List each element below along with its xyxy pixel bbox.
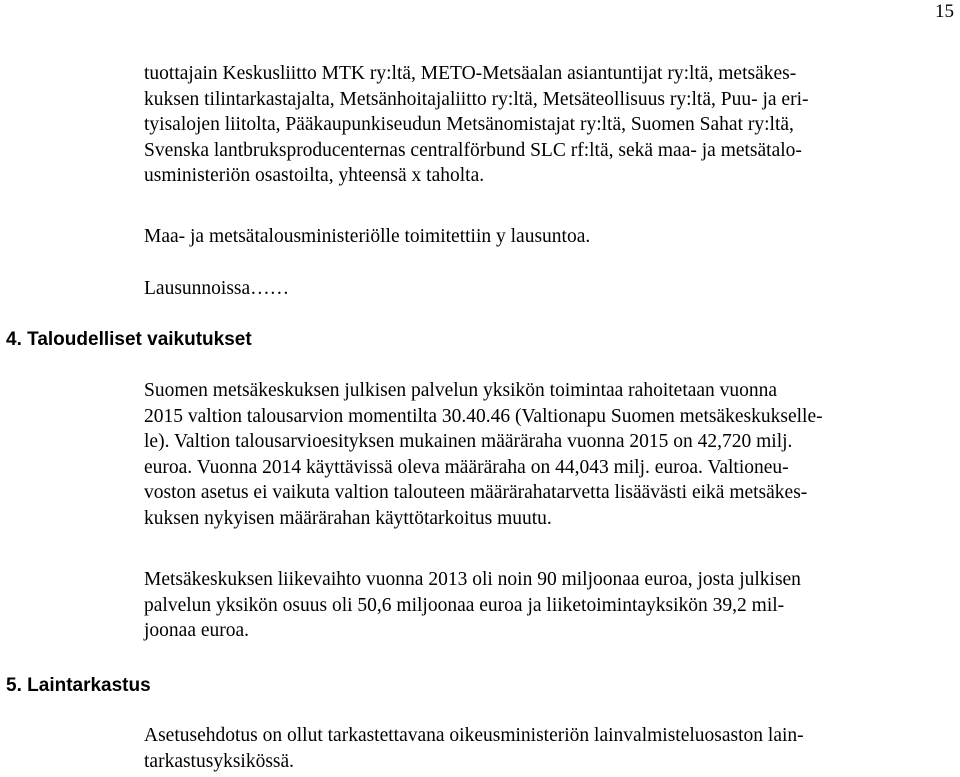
paragraph-statements-content [144,276,944,302]
text-line: kuksen tilintarkastajalta, Metsänhoitajaliitto ry:ltä, Metsäteollisuus ry:ltä, Puu- ja eri- [144,88,809,110]
text-line: 2015 valtion talousarvion momentilta 30.40.46 (Valtionapu Suomen metsäkeskukselle- [144,405,823,427]
text-line: voston asetus ei vaikuta valtion talouteen määrärahatarvetta lisäävästi eikä metsäkes- [144,482,808,503]
text-line: kuksen nykyisen määrärahan käyttötarkoitus muutu. [144,507,552,529]
text-line: Suomen metsäkeskuksen julkisen palvelun yksikön toimintaa rahoitetaan vuonna [144,380,778,401]
paragraph-funding [144,378,944,531]
text-line: tarkastusyksikössä. [144,750,295,772]
section-heading-economic-impacts [6,328,252,352]
section-title: Taloudelliset vaikutukset [27,329,252,350]
section-number: 4. [6,329,22,350]
section-title: Laintarkastus [27,675,151,696]
text-line: usministeriön osastoilta, yhteensä x taholta. [144,165,485,186]
text-line: tyisalojen liitolta, Pääkaupunkiseudun Metsänomistajat ry:ltä, Suomen Sahat ry:ltä, [144,114,794,135]
text-line: Maa- ja metsätalousministeriölle toimitettiin y lausuntoa. [144,226,591,247]
text-line: Metsäkeskuksen liikevaihto vuonna 2013 oli noin 90 miljoonaa euroa, josta julkisen [144,569,801,590]
text-line: le). Valtion talousarvioesityksen mukainen määräraha vuonna 2015 on 42,720 milj. [144,431,793,452]
section-heading-legal-review [6,674,151,698]
text-line: joonaa euroa. [144,620,250,641]
text-line: Asetusehdotus on ollut tarkastettavana oikeusministeriön lainvalmisteluosaston lain- [144,725,804,746]
section-number: 5. [6,675,22,696]
paragraph-legal-review [144,723,944,774]
paragraph-revenue [144,567,944,644]
text-line: euroa. Vuonna 2014 käyttävissä oleva määräraha on 44,043 milj. euroa. Valtioneu- [144,456,789,478]
text-line: tuottajain Keskusliitto MTK ry:ltä, METO-Metsäalan asiantuntijat ry:ltä, metsäkes- [144,63,797,84]
page-number: 15 [935,1,954,22]
paragraph-statements-count [144,224,944,250]
text-line: Svenska lantbruksproducenternas centralförbund SLC rf:ltä, sekä maa- ja metsätalo- [144,139,802,161]
text-line: Lausunnoissa…… [144,278,290,299]
paragraph-statement-sources [144,61,944,189]
text-line: palvelun yksikön osuus oli 50,6 miljoonaa euroa ja liiketoimintayksikön 39,2 mil- [144,594,785,616]
